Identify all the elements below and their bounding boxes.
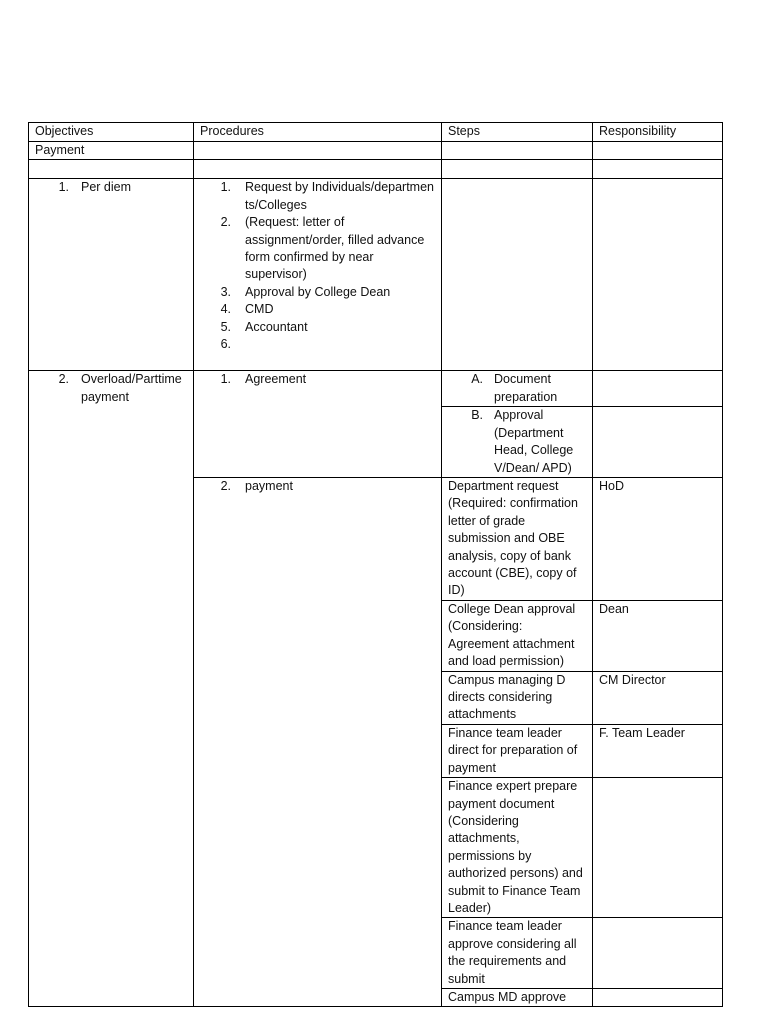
- list-item: 5. Accountant: [220, 319, 308, 334]
- step-college-dean-approval: College Dean approval (Considering: Agreement attachment and load permission): [442, 601, 593, 672]
- list-item: 2. Overload/Parttime payment: [58, 372, 182, 404]
- per-diem-row: [29, 179, 723, 371]
- step-document-preparation: [442, 371, 593, 407]
- step-finance-expert-prepare: Finance expert prepare payment document (Considering attachments, permissions by authorized persons) and submit to Finance Team Leader): [442, 778, 593, 918]
- step-finance-team-leader-direct: Finance team leader direct for preparation of payment: [442, 724, 593, 777]
- header-procedures: Procedures: [194, 123, 442, 142]
- list-item: 6.: [220, 337, 231, 352]
- list-item: B. Approval (Department Head, College V/Dean/ APD): [471, 408, 574, 475]
- step-approval: [442, 407, 593, 478]
- section-row: [29, 142, 723, 160]
- objective-overload: [29, 371, 194, 1007]
- procedure-agreement: [194, 371, 442, 478]
- agreement-row-a: [29, 371, 723, 407]
- step-campus-managing-director: Campus managing D directs considering attachments: [442, 671, 593, 724]
- list-item: 1. Agreement: [220, 372, 307, 387]
- header-steps: Steps: [442, 123, 593, 142]
- step-department-request: Department request (Required: confirmation letter of grade submission and OBE analysis, copy of bank account (CBE), copy of ID): [442, 478, 593, 601]
- step-campus-md-approve: Campus MD approve: [442, 988, 593, 1006]
- list-item: 2. payment: [220, 479, 293, 494]
- empty-row: [29, 160, 723, 179]
- header-row: [29, 123, 723, 142]
- header-responsibility: Responsibility: [593, 123, 723, 142]
- header-objectives: Objectives: [29, 123, 194, 142]
- section-payment: Payment: [29, 142, 194, 160]
- responsibility-hod: HoD: [593, 478, 723, 601]
- list-item: A. Document preparation: [471, 372, 558, 404]
- payment-procedure-table: [28, 122, 723, 1007]
- list-item: 3. Approval by College Dean: [220, 284, 391, 299]
- per-diem-procedures: [194, 179, 442, 371]
- list-item: 4. CMD: [220, 302, 274, 317]
- list-item: 1. Per diem: [58, 180, 132, 195]
- step-finance-team-leader-approve: Finance team leader approve considering all the requirements and submit: [442, 918, 593, 989]
- list-item: 1. Request by Individuals/departments/Colleges: [220, 180, 435, 212]
- procedure-payment: [194, 478, 442, 1007]
- responsibility-team-leader: F. Team Leader: [593, 724, 723, 777]
- list-item: 2. (Request: letter of assignment/order, filled advance form confirmed by near supervisor): [220, 215, 425, 282]
- responsibility-dean: Dean: [593, 601, 723, 672]
- responsibility-cm-director: CM Director: [593, 671, 723, 724]
- objective-per-diem: [29, 179, 194, 371]
